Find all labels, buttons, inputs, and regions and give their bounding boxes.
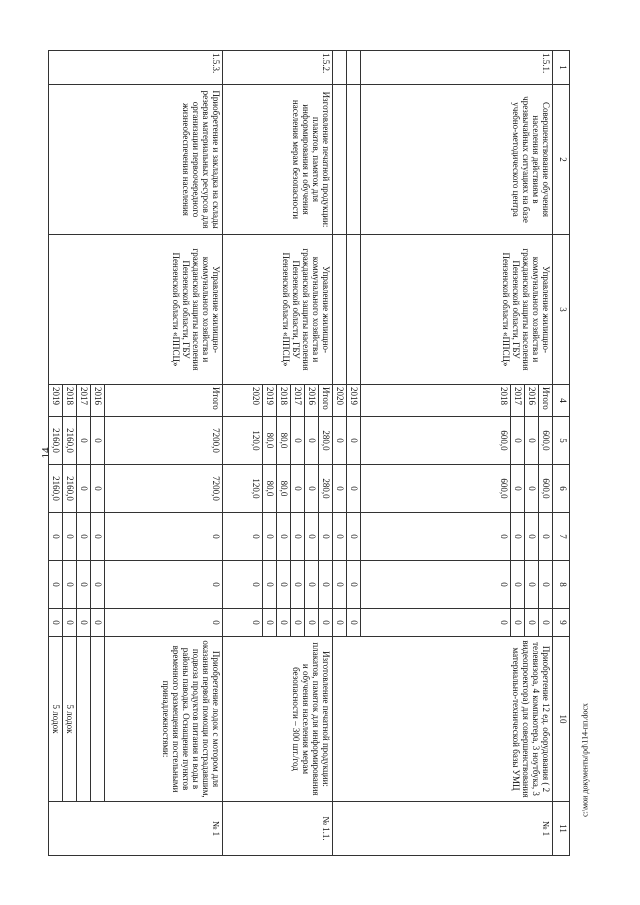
reference-number: № 1.1. bbox=[223, 802, 333, 856]
value-col8: 0 bbox=[347, 561, 361, 609]
empty-cell bbox=[347, 51, 361, 85]
value-col9: 0 bbox=[63, 609, 77, 637]
col-header-9: 9 bbox=[553, 609, 570, 637]
value-col5: 0 bbox=[333, 417, 347, 465]
value-col7: 0 bbox=[539, 513, 553, 561]
empty-cell bbox=[333, 235, 347, 385]
year-cell: Итого bbox=[319, 385, 333, 417]
header-row bbox=[553, 51, 570, 856]
value-col8: 0 bbox=[49, 561, 63, 609]
value-col8: 0 bbox=[333, 561, 347, 609]
value-col5: 600,0 bbox=[361, 417, 511, 465]
value-col6: 0 bbox=[91, 465, 105, 513]
value-col8: 0 bbox=[305, 561, 319, 609]
row-number: 1.5.1. bbox=[361, 51, 553, 85]
value-col6: 0 bbox=[305, 465, 319, 513]
value-col8: 0 bbox=[263, 561, 277, 609]
value-col5: 120,0 bbox=[223, 417, 263, 465]
value-col9: 0 bbox=[105, 609, 223, 637]
reference-number: № 1 bbox=[333, 802, 553, 856]
col-header-2: 2 bbox=[553, 85, 570, 235]
reference-number: № 1 bbox=[49, 802, 223, 856]
value-col9: 0 bbox=[277, 609, 291, 637]
value-col5: 600,0 bbox=[539, 417, 553, 465]
col-header-5: 5 bbox=[553, 417, 570, 465]
col-header-10: 10 bbox=[553, 637, 570, 802]
footer-file-path: c:\мои документы\pd\114-пп.docx bbox=[580, 703, 590, 817]
year-cell: 2017 bbox=[291, 385, 305, 417]
year-note: 5 лодок bbox=[49, 637, 63, 802]
value-col7: 0 bbox=[77, 513, 91, 561]
value-col9: 0 bbox=[361, 609, 511, 637]
value-col6: 120,0 bbox=[223, 465, 263, 513]
value-col9: 0 bbox=[511, 609, 525, 637]
value-col7: 0 bbox=[305, 513, 319, 561]
value-col5: 0 bbox=[525, 417, 539, 465]
value-col7: 0 bbox=[63, 513, 77, 561]
result-description: Приобретение 12 ед. оборудования ( 2 телевизора, 4 компьютера, 3 ноутбука, 3 видеопроектора) для совершенствования материально-технической базы УМЦ bbox=[333, 637, 553, 802]
value-col7: 0 bbox=[333, 513, 347, 561]
value-col6: 600,0 bbox=[361, 465, 511, 513]
col-header-8: 8 bbox=[553, 561, 570, 609]
value-col9: 0 bbox=[91, 609, 105, 637]
year-cell: Итого bbox=[539, 385, 553, 417]
year-cell: 2016 bbox=[91, 385, 105, 417]
empty-cell bbox=[333, 85, 347, 235]
value-col9: 0 bbox=[263, 609, 277, 637]
row-number: 1.5.2. bbox=[223, 51, 333, 85]
page-number: 14 bbox=[40, 447, 52, 459]
value-col8: 0 bbox=[105, 561, 223, 609]
year-cell: 2016 bbox=[525, 385, 539, 417]
value-col7: 0 bbox=[319, 513, 333, 561]
value-col8: 0 bbox=[91, 561, 105, 609]
col-header-6: 6 bbox=[553, 465, 570, 513]
value-col6: 0 bbox=[511, 465, 525, 513]
executor: Управление жилищно-коммунального хозяйства и гражданской защиты населения Пензенской области, ГБУ Пензенской области «ППСЦ» bbox=[223, 235, 333, 385]
value-col7: 0 bbox=[49, 513, 63, 561]
value-col6: 80,0 bbox=[277, 465, 291, 513]
value-col8: 0 bbox=[361, 561, 511, 609]
value-col7: 0 bbox=[277, 513, 291, 561]
value-col9: 0 bbox=[333, 609, 347, 637]
value-col6: 0 bbox=[525, 465, 539, 513]
value-col9: 0 bbox=[223, 609, 263, 637]
result-description: Приобретение лодок с мотором для оказания первой помощи пострадавшим, подвоза продуктов питания и воды в районы паводка. Оснащение пунктов временного размещения постельными принадлежностями: bbox=[105, 637, 223, 802]
col-header-1: 1 bbox=[553, 51, 570, 85]
value-col6: 80,0 bbox=[263, 465, 277, 513]
executor: Управление жилищно-коммунального хозяйства и гражданской защиты населения Пензенской области, ГБУ Пензенской области «ППСЦ» bbox=[49, 235, 223, 385]
value-col9: 0 bbox=[319, 609, 333, 637]
col-header-7: 7 bbox=[553, 513, 570, 561]
year-note bbox=[77, 637, 91, 802]
value-col5: 0 bbox=[77, 417, 91, 465]
value-col5: 80,0 bbox=[263, 417, 277, 465]
value-col6: 2160,0 bbox=[49, 465, 63, 513]
value-col9: 0 bbox=[305, 609, 319, 637]
value-col8: 0 bbox=[63, 561, 77, 609]
value-col7: 0 bbox=[525, 513, 539, 561]
value-col6: 0 bbox=[291, 465, 305, 513]
value-col9: 0 bbox=[77, 609, 91, 637]
value-col8: 0 bbox=[539, 561, 553, 609]
value-col8: 0 bbox=[77, 561, 91, 609]
value-col5: 2160,0 bbox=[49, 417, 63, 465]
value-col5: 0 bbox=[347, 417, 361, 465]
col-header-4: 4 bbox=[553, 385, 570, 417]
table-row bbox=[539, 51, 553, 856]
value-col9: 0 bbox=[347, 609, 361, 637]
result-description: Изготовление печатной продукции: плакатов, памяток для информирования и обучения населения мерам безопасности – 300 шт./год bbox=[223, 637, 333, 802]
value-col7: 0 bbox=[291, 513, 305, 561]
program-table bbox=[48, 50, 570, 856]
measure-name: Совершенствование обучения населения действиям в чрезвычайных ситуациях на базе учебно-методического центра bbox=[361, 85, 553, 235]
executor: Управление жилищно-коммунального хозяйства и гражданской защиты населения Пензенской области, ГБУ Пензенской области «ППСЦ» bbox=[361, 235, 553, 385]
value-col7: 0 bbox=[91, 513, 105, 561]
year-cell: 2018 bbox=[63, 385, 77, 417]
col-header-11: 11 bbox=[553, 802, 570, 856]
empty-cell bbox=[347, 235, 361, 385]
value-col6: 0 bbox=[77, 465, 91, 513]
value-col7: 0 bbox=[347, 513, 361, 561]
table-row bbox=[105, 51, 223, 856]
value-col6: 2160,0 bbox=[63, 465, 77, 513]
table-row-group bbox=[49, 51, 223, 856]
value-col6: 0 bbox=[333, 465, 347, 513]
rotated-content bbox=[51, 50, 570, 855]
year-cell: 2020 bbox=[333, 385, 347, 417]
value-col5: 2160,0 bbox=[63, 417, 77, 465]
col-header-3: 3 bbox=[553, 235, 570, 385]
value-col5: 280,0 bbox=[319, 417, 333, 465]
measure-name: Изготовление печатной продукции: плакатов, памяток для информирования и обучения населения мерам безопасности bbox=[223, 85, 333, 235]
value-col6: 280,0 bbox=[319, 465, 333, 513]
value-col5: 0 bbox=[511, 417, 525, 465]
value-col8: 0 bbox=[277, 561, 291, 609]
measure-name: Приобретение и закладка на склады резерва материальных ресурсов для организации первоочередного жизнеобеспечения населения bbox=[49, 85, 223, 235]
year-cell: 2016 bbox=[305, 385, 319, 417]
value-col9: 0 bbox=[291, 609, 305, 637]
year-note: 5 лодок bbox=[63, 637, 77, 802]
value-col6: 0 bbox=[347, 465, 361, 513]
year-cell: 2018 bbox=[277, 385, 291, 417]
value-col7: 0 bbox=[263, 513, 277, 561]
row-number: 1.5.3. bbox=[49, 51, 223, 85]
value-col5: 0 bbox=[91, 417, 105, 465]
value-col5: 80,0 bbox=[277, 417, 291, 465]
value-col8: 0 bbox=[319, 561, 333, 609]
value-col5: 0 bbox=[291, 417, 305, 465]
rotated-table-area bbox=[51, 50, 570, 855]
table-row bbox=[319, 51, 333, 856]
value-col7: 0 bbox=[511, 513, 525, 561]
value-col7: 0 bbox=[361, 513, 511, 561]
year-cell: 2020 bbox=[223, 385, 263, 417]
value-col7: 0 bbox=[223, 513, 263, 561]
year-note bbox=[91, 637, 105, 802]
table-row-group bbox=[223, 51, 333, 856]
value-col5: 0 bbox=[305, 417, 319, 465]
empty-cell bbox=[347, 85, 361, 235]
year-cell: 2017 bbox=[77, 385, 91, 417]
value-col8: 0 bbox=[291, 561, 305, 609]
year-cell: 2019 bbox=[347, 385, 361, 417]
table-row-group bbox=[333, 51, 553, 856]
value-col6: 600,0 bbox=[539, 465, 553, 513]
year-cell: 2019 bbox=[263, 385, 277, 417]
year-cell: 2018 bbox=[361, 385, 511, 417]
year-cell: Итого bbox=[105, 385, 223, 417]
empty-cell bbox=[333, 51, 347, 85]
value-col9: 0 bbox=[525, 609, 539, 637]
value-col7: 0 bbox=[105, 513, 223, 561]
value-col6: 7200,0 bbox=[105, 465, 223, 513]
value-col8: 0 bbox=[525, 561, 539, 609]
value-col8: 0 bbox=[223, 561, 263, 609]
value-col9: 0 bbox=[539, 609, 553, 637]
value-col9: 0 bbox=[49, 609, 63, 637]
year-cell: 2017 bbox=[511, 385, 525, 417]
year-cell: 2019 bbox=[49, 385, 63, 417]
value-col5: 7200,0 bbox=[105, 417, 223, 465]
value-col8: 0 bbox=[511, 561, 525, 609]
